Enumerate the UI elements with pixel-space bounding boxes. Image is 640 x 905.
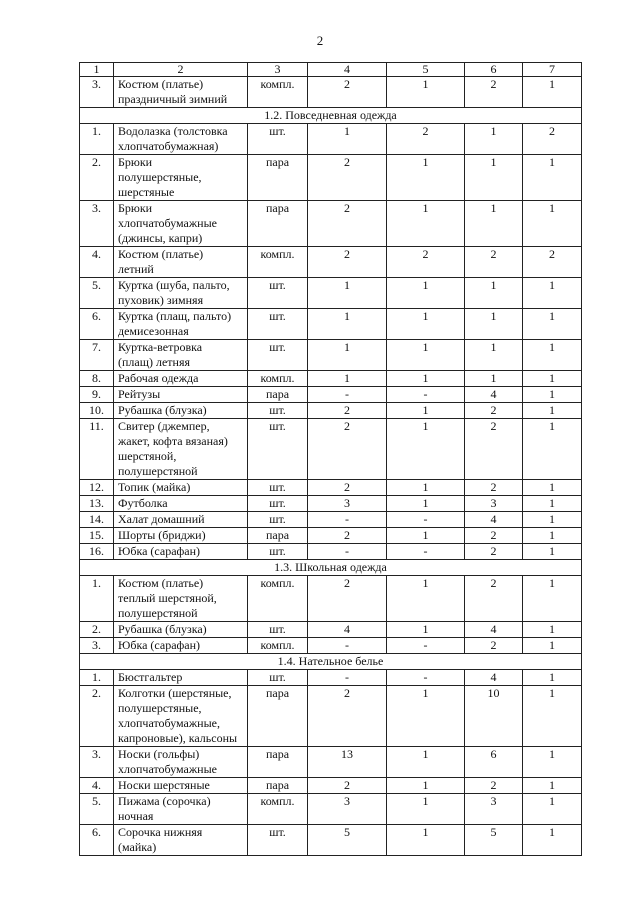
row-number: 1. — [80, 670, 114, 686]
value-cell: 1 — [523, 576, 582, 622]
value-cell: 1 — [523, 419, 582, 480]
value-cell: 1 — [308, 340, 387, 371]
value-cell: 1 — [387, 496, 465, 512]
value-cell: 4 — [308, 622, 387, 638]
value-cell: 1 — [465, 155, 523, 201]
value-cell: 5 — [308, 825, 387, 856]
item-name: Костюм (платье) праздничный зимний — [114, 77, 248, 108]
section-header-row — [80, 108, 582, 124]
row-number: 5. — [80, 278, 114, 309]
value-cell: 1 — [465, 201, 523, 247]
table-row — [80, 371, 582, 387]
value-cell: - — [308, 638, 387, 654]
column-header: 5 — [387, 63, 465, 77]
value-cell: 2 — [465, 480, 523, 496]
value-cell: 1 — [387, 309, 465, 340]
value-cell: 2 — [308, 778, 387, 794]
unit-cell: шт. — [248, 278, 308, 309]
unit-cell: компл. — [248, 576, 308, 622]
row-number: 3. — [80, 747, 114, 778]
section-title: 1.2. Повседневная одежда — [80, 108, 582, 124]
row-number: 7. — [80, 340, 114, 371]
item-name: Костюм (платье) летний — [114, 247, 248, 278]
row-number: 2. — [80, 622, 114, 638]
value-cell: 1 — [523, 638, 582, 654]
value-cell: 1 — [523, 528, 582, 544]
item-name: Куртка (плащ, пальто) демисезонная — [114, 309, 248, 340]
value-cell: 2 — [308, 77, 387, 108]
value-cell: - — [308, 670, 387, 686]
value-cell: 2 — [308, 419, 387, 480]
value-cell: - — [387, 512, 465, 528]
value-cell: 3 — [308, 496, 387, 512]
value-cell: 1 — [387, 371, 465, 387]
value-cell: 1 — [523, 371, 582, 387]
unit-cell: шт. — [248, 496, 308, 512]
table-row — [80, 544, 582, 560]
value-cell: 2 — [523, 124, 582, 155]
value-cell: 1 — [387, 622, 465, 638]
column-header: 4 — [308, 63, 387, 77]
item-name: Халат домашний — [114, 512, 248, 528]
row-number: 3. — [80, 201, 114, 247]
value-cell: 1 — [387, 686, 465, 747]
value-cell: 1 — [387, 747, 465, 778]
section-title: 1.3. Школьная одежда — [80, 560, 582, 576]
item-name: Костюм (платье) теплый шерстяной, полушерстяной — [114, 576, 248, 622]
item-name: Водолазка (толстовка хлопчатобумажная) — [114, 124, 248, 155]
value-cell: 1 — [387, 77, 465, 108]
item-name: Рубашка (блузка) — [114, 622, 248, 638]
value-cell: - — [308, 387, 387, 403]
value-cell: 5 — [465, 825, 523, 856]
value-cell: 2 — [465, 544, 523, 560]
row-number: 8. — [80, 371, 114, 387]
table-row — [80, 528, 582, 544]
item-name: Рубашка (блузка) — [114, 403, 248, 419]
column-header-row — [80, 63, 582, 77]
item-name: Свитер (джемпер, жакет, кофта вязаная) шерстяной, полушерстяной — [114, 419, 248, 480]
value-cell: 1 — [387, 576, 465, 622]
section-title: 1.4. Нательное белье — [80, 654, 582, 670]
table-row — [80, 278, 582, 309]
unit-cell: пара — [248, 201, 308, 247]
value-cell: 2 — [465, 403, 523, 419]
value-cell: 1 — [387, 778, 465, 794]
table-body — [80, 63, 582, 856]
value-cell: 1 — [523, 512, 582, 528]
value-cell: 1 — [308, 278, 387, 309]
value-cell: 1 — [523, 77, 582, 108]
unit-cell: пара — [248, 686, 308, 747]
row-number: 13. — [80, 496, 114, 512]
table-row — [80, 747, 582, 778]
item-name: Юбка (сарафан) — [114, 638, 248, 654]
value-cell: 2 — [465, 638, 523, 654]
value-cell: 1 — [523, 309, 582, 340]
value-cell: 1 — [465, 278, 523, 309]
value-cell: 2 — [387, 247, 465, 278]
value-cell: 2 — [523, 247, 582, 278]
value-cell: 1 — [308, 309, 387, 340]
row-number: 14. — [80, 512, 114, 528]
row-number: 2. — [80, 686, 114, 747]
column-header: 2 — [114, 63, 248, 77]
value-cell: 3 — [465, 794, 523, 825]
item-name: Куртка (шуба, пальто, пуховик) зимняя — [114, 278, 248, 309]
unit-cell: пара — [248, 387, 308, 403]
value-cell: 1 — [523, 480, 582, 496]
item-name: Топик (майка) — [114, 480, 248, 496]
value-cell: 1 — [523, 155, 582, 201]
table-row — [80, 419, 582, 480]
table-row — [80, 638, 582, 654]
row-number: 1. — [80, 576, 114, 622]
value-cell: - — [387, 670, 465, 686]
row-number: 3. — [80, 77, 114, 108]
value-cell: 2 — [308, 247, 387, 278]
value-cell: 2 — [465, 576, 523, 622]
unit-cell: компл. — [248, 638, 308, 654]
value-cell: - — [308, 512, 387, 528]
row-number: 6. — [80, 825, 114, 856]
unit-cell: компл. — [248, 371, 308, 387]
unit-cell: шт. — [248, 622, 308, 638]
table-row — [80, 387, 582, 403]
table-row — [80, 201, 582, 247]
table-row — [80, 309, 582, 340]
row-number: 15. — [80, 528, 114, 544]
value-cell: 2 — [465, 419, 523, 480]
unit-cell: компл. — [248, 77, 308, 108]
unit-cell: шт. — [248, 403, 308, 419]
unit-cell: шт. — [248, 825, 308, 856]
value-cell: 1 — [523, 403, 582, 419]
value-cell: 1 — [523, 825, 582, 856]
row-number: 4. — [80, 247, 114, 278]
value-cell: 1 — [387, 528, 465, 544]
value-cell: 1 — [523, 496, 582, 512]
row-number: 10. — [80, 403, 114, 419]
value-cell: 2 — [308, 576, 387, 622]
value-cell: 1 — [523, 670, 582, 686]
value-cell: 1 — [387, 480, 465, 496]
table-row — [80, 155, 582, 201]
row-number: 6. — [80, 309, 114, 340]
column-header: 3 — [248, 63, 308, 77]
unit-cell: пара — [248, 528, 308, 544]
table-row — [80, 247, 582, 278]
row-number: 2. — [80, 155, 114, 201]
value-cell: 2 — [308, 480, 387, 496]
value-cell: 2 — [308, 201, 387, 247]
item-name: Сорочка нижняя (майка) — [114, 825, 248, 856]
item-name: Футболка — [114, 496, 248, 512]
item-name: Рейтузы — [114, 387, 248, 403]
item-name: Куртка-ветровка (плащ) летняя — [114, 340, 248, 371]
item-name: Бюстгальтер — [114, 670, 248, 686]
value-cell: 1 — [523, 387, 582, 403]
row-number: 4. — [80, 778, 114, 794]
value-cell: 1 — [523, 278, 582, 309]
value-cell: 1 — [523, 201, 582, 247]
item-name: Рабочая одежда — [114, 371, 248, 387]
unit-cell: компл. — [248, 247, 308, 278]
value-cell: 4 — [465, 622, 523, 638]
item-name: Носки шерстяные — [114, 778, 248, 794]
value-cell: 1 — [465, 371, 523, 387]
value-cell: - — [387, 387, 465, 403]
unit-cell: компл. — [248, 794, 308, 825]
unit-cell: шт. — [248, 124, 308, 155]
value-cell: 1 — [387, 403, 465, 419]
unit-cell: шт. — [248, 480, 308, 496]
value-cell: 1 — [523, 340, 582, 371]
table-row — [80, 825, 582, 856]
row-number: 3. — [80, 638, 114, 654]
value-cell: 2 — [465, 778, 523, 794]
unit-cell: шт. — [248, 419, 308, 480]
table-row — [80, 686, 582, 747]
value-cell: 2 — [465, 247, 523, 278]
unit-cell: пара — [248, 778, 308, 794]
table-row — [80, 778, 582, 794]
table-row — [80, 77, 582, 108]
value-cell: 3 — [465, 496, 523, 512]
unit-cell: шт. — [248, 544, 308, 560]
value-cell: 1 — [387, 278, 465, 309]
unit-cell: шт. — [248, 309, 308, 340]
value-cell: 1 — [523, 622, 582, 638]
value-cell: 1 — [523, 778, 582, 794]
item-name: Юбка (сарафан) — [114, 544, 248, 560]
value-cell: 3 — [308, 794, 387, 825]
value-cell: - — [308, 544, 387, 560]
item-name: Колготки (шерстяные, полушерстяные, хлопчатобумажные, капроновые), кальсоны — [114, 686, 248, 747]
section-header-row — [80, 560, 582, 576]
value-cell: 2 — [308, 686, 387, 747]
table-row — [80, 496, 582, 512]
row-number: 12. — [80, 480, 114, 496]
value-cell: 2 — [465, 528, 523, 544]
table-row — [80, 403, 582, 419]
value-cell: 1 — [387, 340, 465, 371]
value-cell: 2 — [465, 77, 523, 108]
section-header-row — [80, 654, 582, 670]
row-number: 16. — [80, 544, 114, 560]
value-cell: 4 — [465, 670, 523, 686]
value-cell: 1 — [465, 340, 523, 371]
value-cell: 13 — [308, 747, 387, 778]
value-cell: 10 — [465, 686, 523, 747]
table-row — [80, 794, 582, 825]
value-cell: 4 — [465, 387, 523, 403]
row-number: 11. — [80, 419, 114, 480]
norms-table — [79, 62, 582, 856]
value-cell: 1 — [523, 794, 582, 825]
value-cell: 1 — [387, 794, 465, 825]
item-name: Пижама (сорочка) ночная — [114, 794, 248, 825]
value-cell: 1 — [308, 124, 387, 155]
value-cell: 6 — [465, 747, 523, 778]
unit-cell: шт. — [248, 670, 308, 686]
page-number: 2 — [316, 33, 324, 48]
value-cell: 1 — [465, 309, 523, 340]
item-name: Носки (гольфы) хлопчатобумажные — [114, 747, 248, 778]
item-name: Брюки полушерстяные, шерстяные — [114, 155, 248, 201]
value-cell: - — [387, 544, 465, 560]
value-cell: 1 — [308, 371, 387, 387]
unit-cell: пара — [248, 155, 308, 201]
value-cell: 2 — [308, 528, 387, 544]
table-row — [80, 340, 582, 371]
value-cell: 2 — [308, 403, 387, 419]
column-header: 6 — [465, 63, 523, 77]
value-cell: - — [387, 638, 465, 654]
table-row — [80, 480, 582, 496]
value-cell: 4 — [465, 512, 523, 528]
row-number: 5. — [80, 794, 114, 825]
value-cell: 1 — [387, 201, 465, 247]
value-cell: 1 — [387, 825, 465, 856]
column-header: 1 — [80, 63, 114, 77]
value-cell: 2 — [387, 124, 465, 155]
unit-cell: шт. — [248, 340, 308, 371]
value-cell: 1 — [387, 155, 465, 201]
column-header: 7 — [523, 63, 582, 77]
unit-cell: пара — [248, 747, 308, 778]
table-row — [80, 670, 582, 686]
table-row — [80, 512, 582, 528]
value-cell: 1 — [523, 544, 582, 560]
unit-cell: шт. — [248, 512, 308, 528]
value-cell: 1 — [465, 124, 523, 155]
item-name: Брюки хлопчатобумажные (джинсы, капри) — [114, 201, 248, 247]
value-cell: 1 — [523, 686, 582, 747]
value-cell: 1 — [387, 419, 465, 480]
row-number: 1. — [80, 124, 114, 155]
table-row — [80, 124, 582, 155]
value-cell: 1 — [523, 747, 582, 778]
item-name: Шорты (бриджи) — [114, 528, 248, 544]
table-row — [80, 622, 582, 638]
value-cell: 2 — [308, 155, 387, 201]
row-number: 9. — [80, 387, 114, 403]
table-row — [80, 576, 582, 622]
